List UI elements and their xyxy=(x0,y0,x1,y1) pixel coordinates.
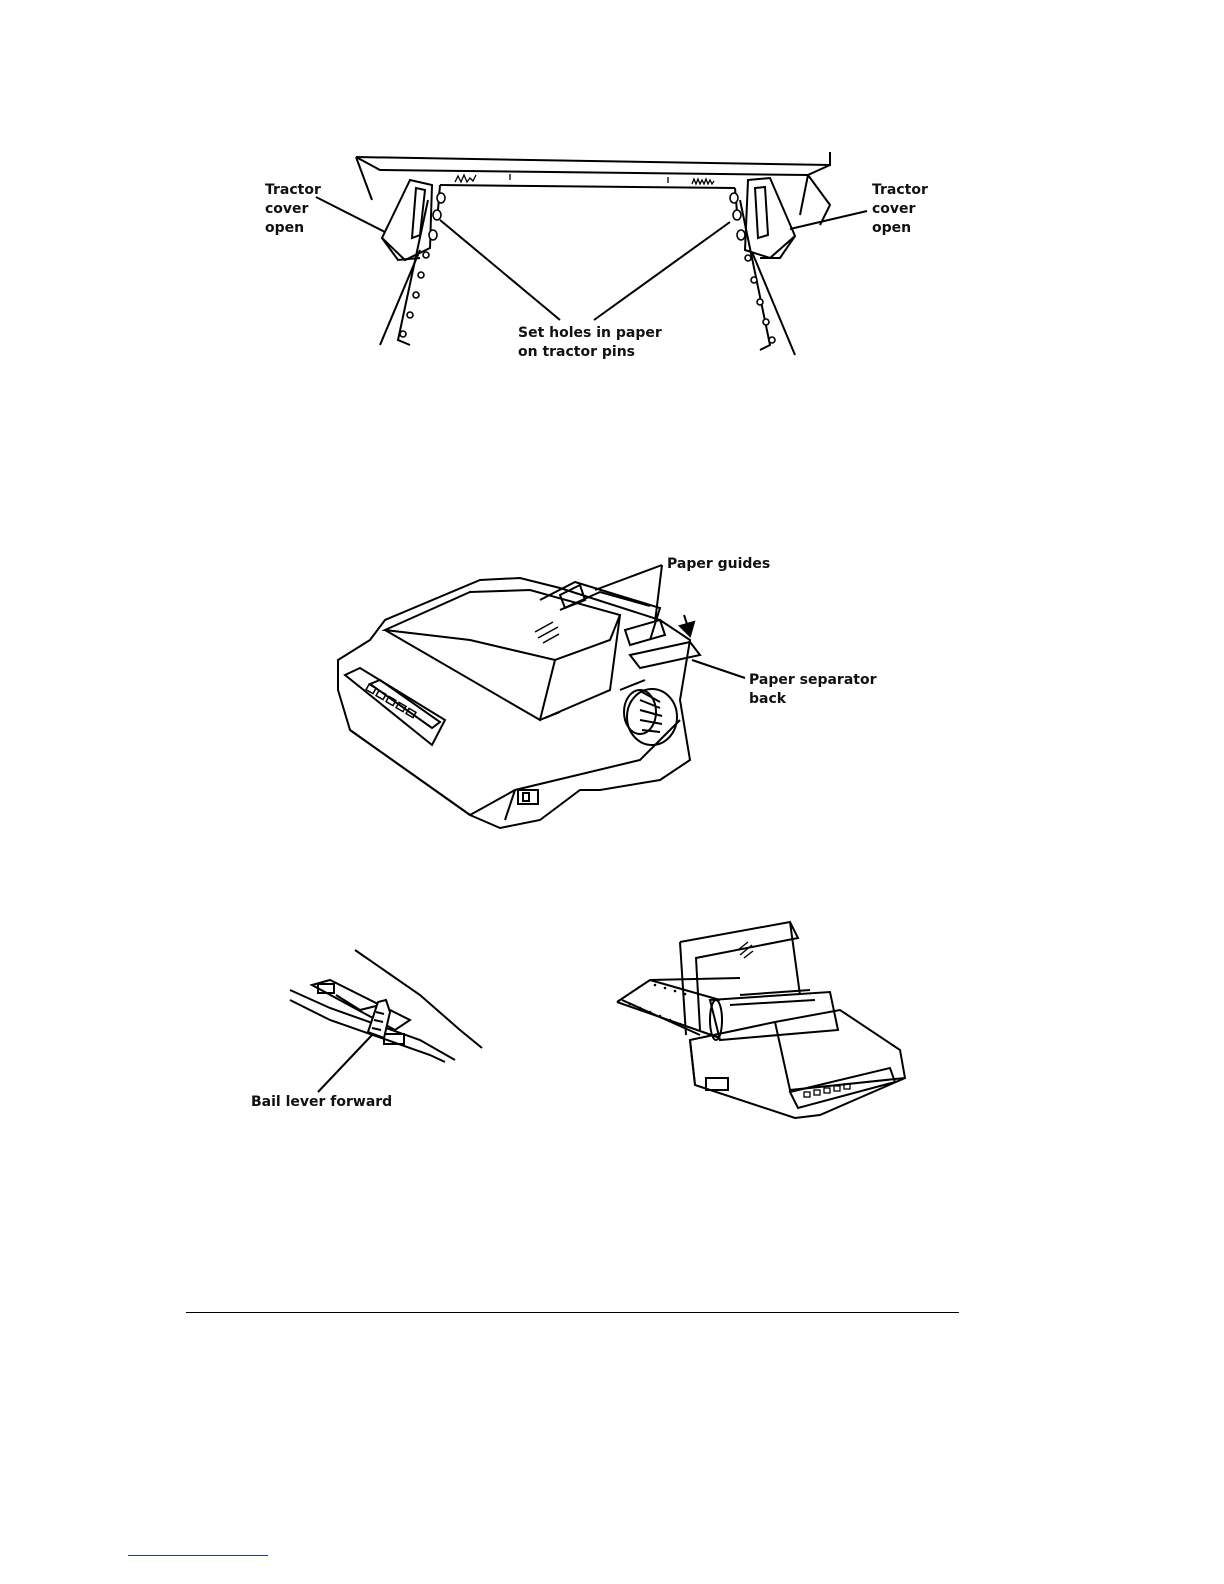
label-tractor-cover-right: Tractor cover open xyxy=(872,182,928,236)
footer-link-underline xyxy=(128,1555,268,1556)
footer-divider xyxy=(186,1312,959,1313)
printer-loaded-illustration xyxy=(600,915,920,1130)
label-set-holes: Set holes in paper on tractor pins xyxy=(518,325,662,360)
label-paper-separator: Paper separator back xyxy=(749,672,877,707)
label-paper-guides: Paper guides xyxy=(667,556,771,572)
printer-illustration xyxy=(0,540,1224,840)
figure-paper-guides xyxy=(0,540,1224,840)
label-bail-lever: Bail lever forward xyxy=(251,1094,393,1110)
figure-printer-loaded xyxy=(600,915,920,1130)
label-tractor-cover-left: Tractor cover open xyxy=(265,182,321,236)
